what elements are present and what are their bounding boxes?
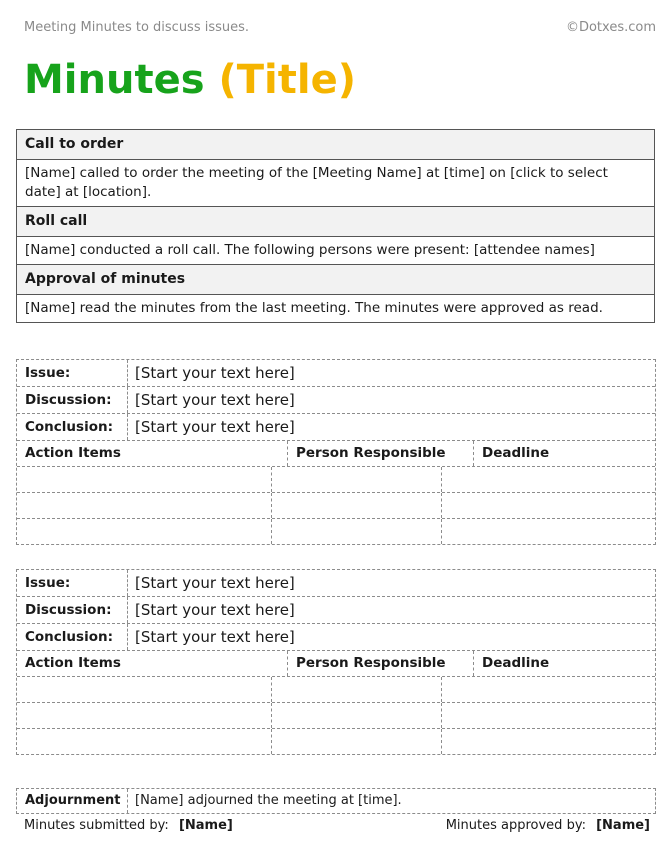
discussion-row <box>17 597 655 624</box>
page-title[interactable] <box>24 56 356 104</box>
person-responsible-cell[interactable] <box>272 703 442 728</box>
deadline-cell[interactable] <box>442 703 655 728</box>
deadline-column-header: Deadline <box>482 445 550 461</box>
deadline-cell[interactable] <box>442 493 655 518</box>
adjournment-row <box>16 788 656 814</box>
conclusion-row <box>17 414 655 441</box>
action-items-column-header: Action Items <box>17 441 288 466</box>
submitted-by <box>24 818 233 833</box>
roll-call-heading: Roll call <box>17 207 654 237</box>
conclusion-field[interactable]: [Start your text here] <box>135 418 295 436</box>
title-main: Minutes <box>24 57 205 103</box>
action-items-header <box>17 651 655 677</box>
approved-by <box>446 818 650 833</box>
table-row <box>17 703 655 729</box>
action-item-cell[interactable] <box>17 729 272 754</box>
minutes-summary-table <box>16 129 655 323</box>
issue-row <box>17 570 655 597</box>
discussion-label: Discussion: <box>17 597 128 623</box>
issue-block-2 <box>16 569 656 755</box>
discussion-field[interactable]: [Start your text here] <box>135 601 295 619</box>
issue-block-1 <box>16 359 656 545</box>
submitted-by-field[interactable]: [Name] <box>178 818 233 833</box>
call-to-order-heading: Call to order <box>17 130 654 160</box>
brand-credit: ©Dotxes.com <box>565 20 656 35</box>
discussion-row <box>17 387 655 414</box>
person-responsible-column-header: Person Responsible <box>288 651 474 676</box>
action-item-cell[interactable] <box>17 493 272 518</box>
approval-text[interactable]: [Name] read the minutes from the last meeting. The minutes were approved as read. <box>25 300 603 316</box>
table-row <box>17 729 655 754</box>
issue-field[interactable]: [Start your text here] <box>135 574 295 592</box>
deadline-cell[interactable] <box>442 677 655 702</box>
person-responsible-cell[interactable] <box>272 729 442 754</box>
table-row <box>17 493 655 519</box>
submitted-by-label: Minutes submitted by: <box>24 818 169 833</box>
approved-by-label: Minutes approved by: <box>445 818 586 833</box>
table-row <box>17 467 655 493</box>
table-row <box>17 677 655 703</box>
conclusion-label: Conclusion: <box>17 414 128 440</box>
person-responsible-cell[interactable] <box>272 467 442 492</box>
adjournment-field[interactable]: [Name] adjourned the meeting at [time]. <box>135 793 402 808</box>
action-items-header <box>17 441 655 467</box>
issue-label: Issue: <box>17 360 128 386</box>
issue-label: Issue: <box>17 570 128 596</box>
conclusion-label: Conclusion: <box>17 624 128 650</box>
table-row <box>17 519 655 544</box>
action-item-cell[interactable] <box>17 703 272 728</box>
title-placeholder[interactable]: (Title) <box>218 57 356 103</box>
discussion-field[interactable]: [Start your text here] <box>135 391 295 409</box>
roll-call-text[interactable]: [Name] conducted a roll call. The following persons were present: [attendee names] <box>17 237 654 265</box>
deadline-column-header: Deadline <box>482 655 550 671</box>
approved-by-field[interactable]: [Name] <box>596 818 650 833</box>
deadline-cell[interactable] <box>442 467 655 492</box>
approval-heading: Approval of minutes <box>17 265 654 295</box>
deadline-cell[interactable] <box>442 729 655 754</box>
call-to-order-text[interactable]: [Name] called to order the meeting of the [Meeting Name] at [time] on [click to select date] at [location]. <box>17 160 654 207</box>
action-item-cell[interactable] <box>17 519 272 544</box>
person-responsible-column-header: Person Responsible <box>288 441 474 466</box>
discussion-label: Discussion: <box>17 387 128 413</box>
issue-field[interactable]: [Start your text here] <box>135 364 295 382</box>
conclusion-row <box>17 624 655 651</box>
issue-row <box>17 360 655 387</box>
action-item-cell[interactable] <box>17 467 272 492</box>
person-responsible-cell[interactable] <box>272 677 442 702</box>
adjournment-label: Adjournment <box>17 789 128 813</box>
action-items-column-header: Action Items <box>17 651 288 676</box>
document-subtitle: Meeting Minutes to discuss issues. <box>24 20 250 35</box>
conclusion-field[interactable]: [Start your text here] <box>135 628 295 646</box>
deadline-cell[interactable] <box>442 519 655 544</box>
person-responsible-cell[interactable] <box>272 493 442 518</box>
action-item-cell[interactable] <box>17 677 272 702</box>
person-responsible-cell[interactable] <box>272 519 442 544</box>
